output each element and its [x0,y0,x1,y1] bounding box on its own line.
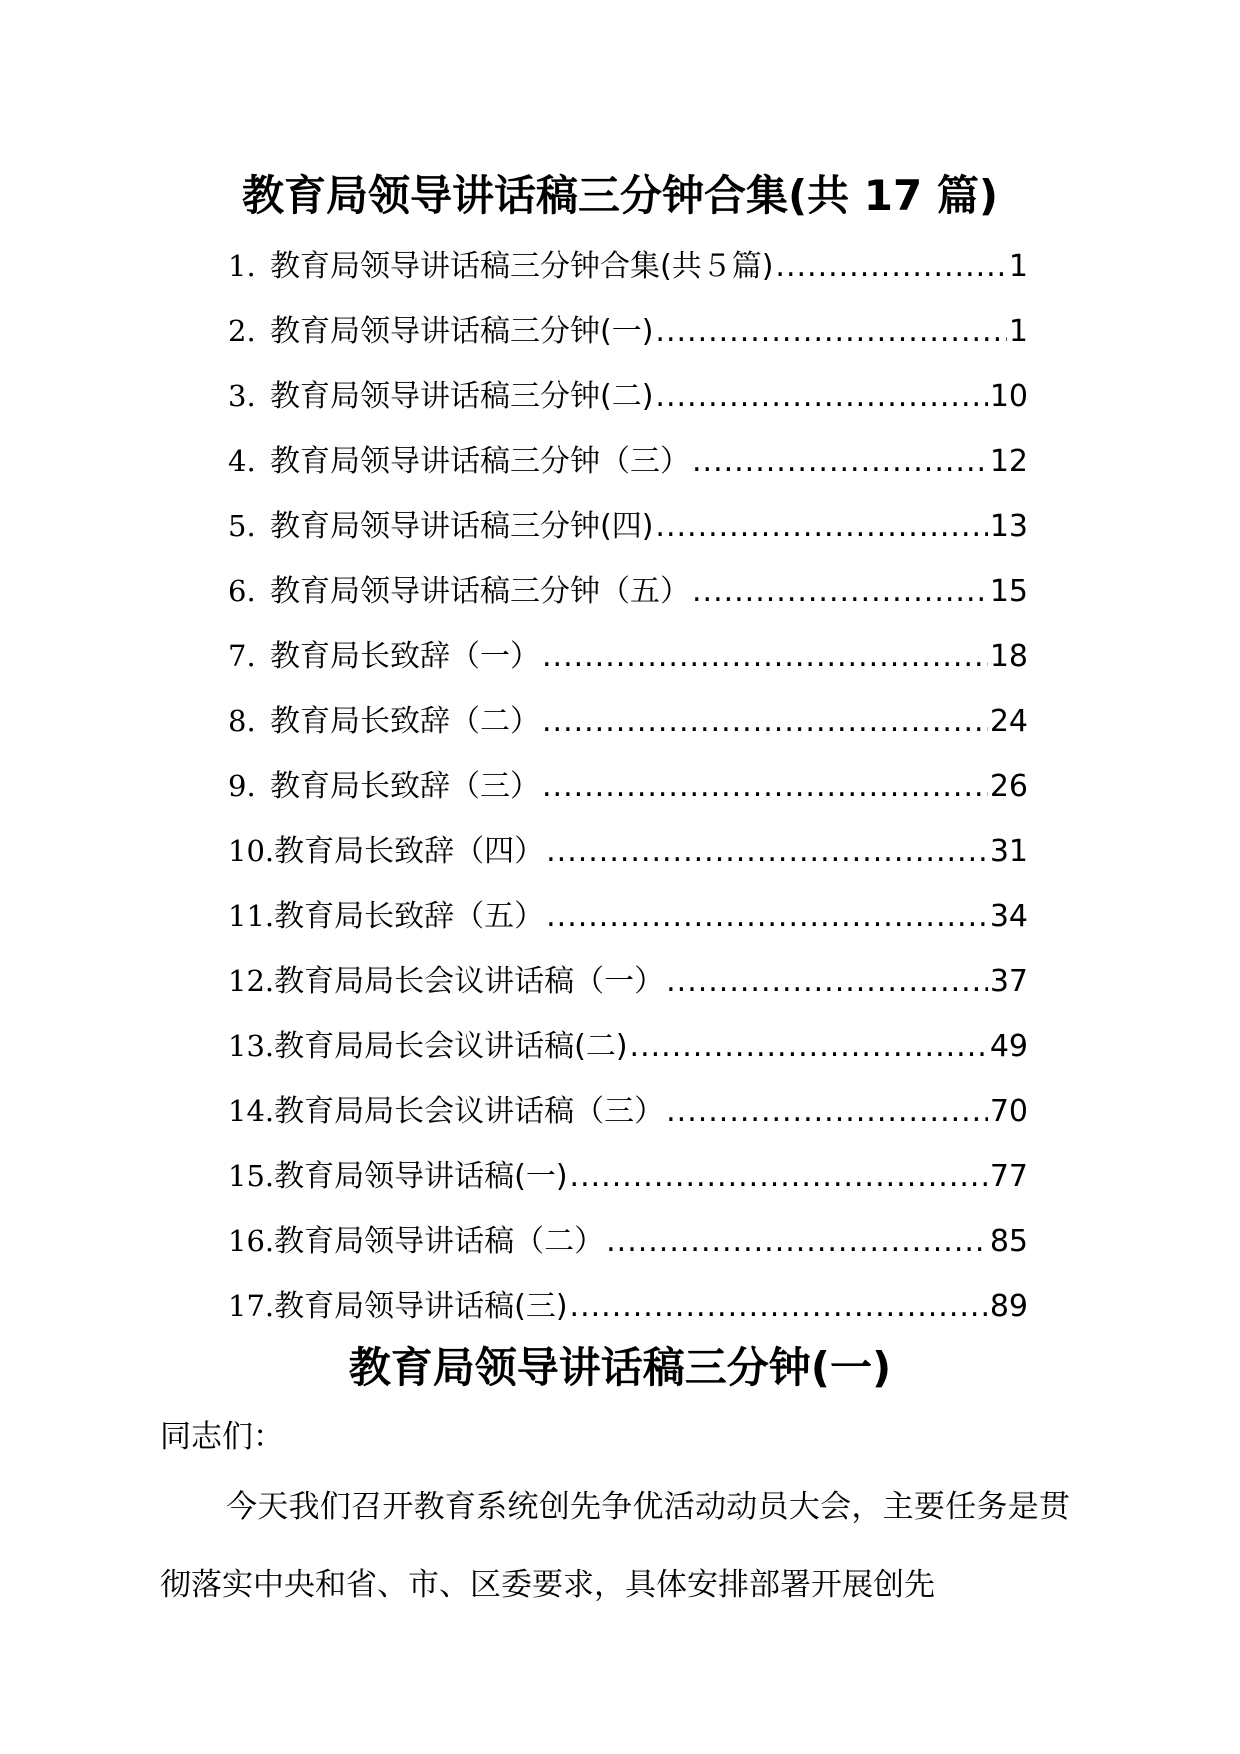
toc-entry[interactable] [228,1079,1028,1144]
body-paragraph: 今天我们召开教育系统创先争优活动动员大会，主要任务是贯彻落实中央和省、市、区委要求，具体安排部署开展创先 [160,1489,1070,1603]
toc-entry-title: 教育局长致辞（四） [274,834,545,869]
toc-dot-leader [666,1079,988,1144]
toc-entry-number: 1. [228,249,256,283]
toc-dot-leader [542,624,988,689]
toc-entry-page: 18 [989,639,1028,674]
toc-entry[interactable] [228,1209,1028,1274]
toc-entry[interactable] [228,1014,1028,1079]
toc-entry-page: 89 [989,1289,1028,1324]
document-title: 教育局领导讲话稿三分钟合集(共 17 篇) [241,171,999,220]
toc-entry-title: 教育局局长会议讲话稿(二) [274,1029,628,1064]
toc-entry[interactable] [228,689,1028,754]
toc-dot-leader [546,819,988,884]
salutation: 同志们： [160,1419,284,1455]
toc-entry-number: 17. [228,1289,275,1323]
toc-entry-page: 34 [989,899,1028,934]
toc-entry-number: 4. [228,444,256,478]
toc-dot-leader [570,1144,988,1209]
toc-entry-page: 77 [989,1159,1028,1194]
toc-entry-page: 37 [989,964,1028,999]
toc-entry-number: 7. [228,639,256,673]
toc-entry-title: 教育局领导讲话稿三分钟（三） [270,444,690,479]
toc-entry-number: 11. [228,899,275,933]
toc-entry[interactable] [228,494,1028,559]
toc-entry[interactable] [228,884,1028,949]
toc-entry-number: 16. [228,1224,275,1258]
toc-entry-title: 教育局领导讲话稿(三) [274,1289,568,1324]
section-heading: 教育局领导讲话稿三分钟(一) [348,1343,892,1392]
toc-entry-page: 10 [989,379,1028,414]
toc-entry-page: 24 [989,704,1028,739]
table-of-contents [228,234,1028,1339]
toc-entry-title: 教育局领导讲话稿三分钟(一) [270,314,654,349]
toc-entry-number: 5. [228,509,256,543]
toc-entry-number: 15. [228,1159,275,1193]
toc-entry-page: 85 [989,1224,1028,1259]
toc-entry[interactable] [228,754,1028,819]
toc-entry-number: 2. [228,314,256,348]
toc-entry-page: 1 [1008,314,1028,349]
toc-entry-title: 教育局长致辞（三） [270,769,540,804]
toc-dot-leader [666,949,988,1014]
toc-entry-title: 教育局领导讲话稿三分钟(四) [270,509,654,544]
toc-entry[interactable] [228,559,1028,624]
toc-entry-number: 12. [228,964,275,998]
toc-dot-leader [692,559,988,624]
toc-entry-page: 31 [989,834,1028,869]
toc-entry-page: 15 [989,574,1028,609]
toc-dot-leader [606,1209,988,1274]
toc-entry-title: 教育局领导讲话稿三分钟(二) [270,379,654,414]
toc-entry-title: 教育局长致辞（五） [274,899,545,934]
toc-entry-title: 教育局领导讲话稿(一) [274,1159,568,1194]
toc-entry-number: 10. [228,834,275,868]
toc-entry-page: 1 [1008,249,1028,284]
toc-entry-title: 教育局领导讲话稿三分钟合集(共５篇) [270,249,774,284]
toc-dot-leader [546,884,988,949]
toc-entry-page: 49 [989,1029,1028,1064]
toc-entry-number: 14. [228,1094,275,1128]
toc-dot-leader [630,1014,988,1079]
toc-entry-title: 教育局长致辞（二） [270,704,540,739]
toc-dot-leader [775,234,1006,299]
toc-entry-number: 13. [228,1029,275,1063]
toc-dot-leader [655,299,1006,364]
toc-entry-title: 教育局领导讲话稿（二） [274,1224,605,1259]
toc-dot-leader [655,364,987,429]
toc-entry-title: 教育局局长会议讲话稿（三） [274,1094,665,1129]
toc-entry-number: 3. [228,379,256,413]
toc-dot-leader [570,1274,988,1339]
toc-entry[interactable] [228,429,1028,494]
toc-entry[interactable] [228,1144,1028,1209]
toc-entry-title: 教育局长致辞（一） [270,639,540,674]
toc-entry[interactable] [228,364,1028,429]
toc-entry-page: 70 [989,1094,1028,1129]
toc-entry-title: 教育局局长会议讲话稿（一） [274,964,665,999]
toc-entry-page: 26 [989,769,1028,804]
toc-entry-page: 13 [989,509,1028,544]
toc-entry[interactable] [228,299,1028,364]
toc-entry[interactable] [228,949,1028,1014]
toc-entry-title: 教育局领导讲话稿三分钟（五） [270,574,690,609]
toc-entry-number: 8. [228,704,256,738]
toc-dot-leader [542,754,988,819]
toc-entry-number: 6. [228,574,256,608]
toc-entry[interactable] [228,624,1028,689]
toc-dot-leader [692,429,988,494]
toc-entry[interactable] [228,819,1028,884]
toc-entry-number: 9. [228,769,256,803]
toc-dot-leader [542,689,988,754]
toc-entry-page: 12 [989,444,1028,479]
toc-entry[interactable] [228,234,1028,299]
toc-dot-leader [655,494,987,559]
toc-entry[interactable] [228,1274,1028,1339]
